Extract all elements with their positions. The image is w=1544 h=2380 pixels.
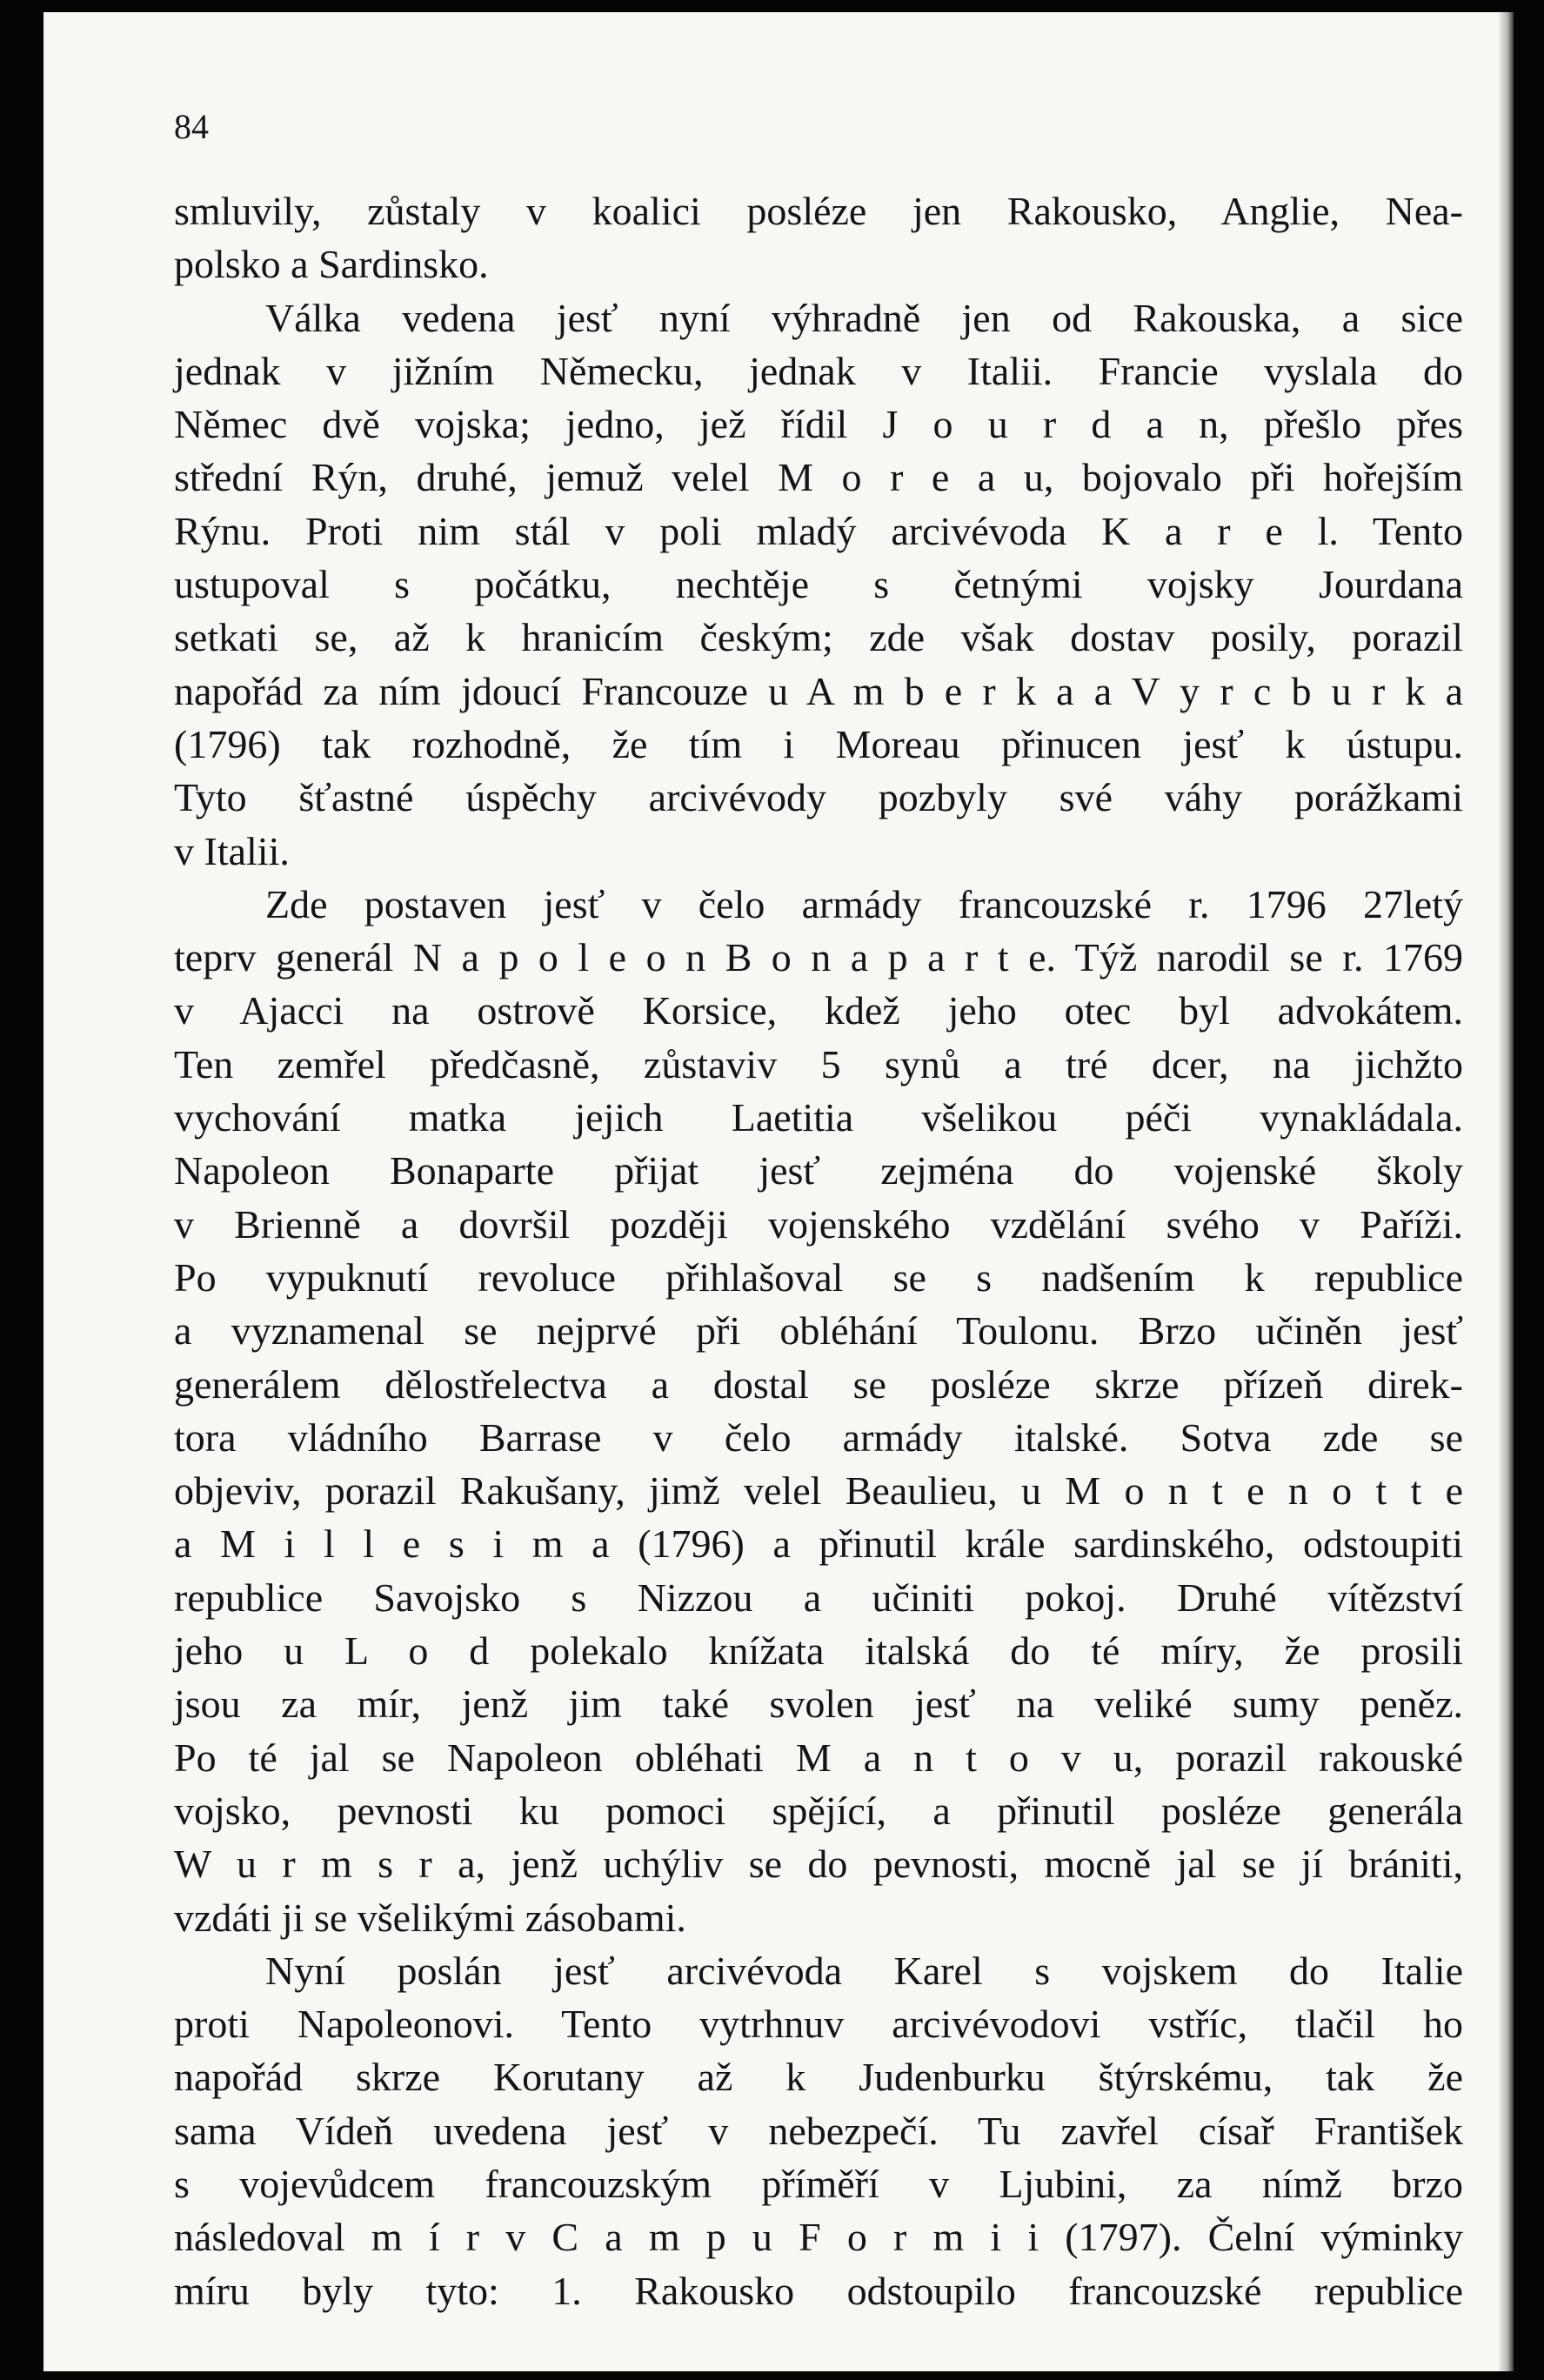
text-line: setkati se, až k hranicím českým; zde však dostav posily, porazil: [174, 615, 1463, 660]
text-line: Válka vedena jesť nyní výhradně jen od Rakouska, a sice: [265, 295, 1463, 340]
text-line: střední Rýn, druhé, jemuž velel M o r e a u, bojovalo při hořejším: [174, 455, 1463, 500]
text-line: napořád skrze Korutany až k Judenburku štýrskému, tak že: [174, 2055, 1463, 2100]
text-line: Rýnu. Proti nim stál v poli mladý arcivévoda K a r e l. Tento: [174, 508, 1463, 553]
text-line: Němec dvě vojska; jedno, jež řídil J o u r d a n, přešlo přes: [174, 402, 1463, 447]
text-line: jeho u L o d polekalo knížata italská do té míry, že prosili: [174, 1628, 1463, 1674]
text-line: následoval m í r v C a m p u F o r m i i (1797). Čelní výminky: [174, 2215, 1463, 2260]
text-line: sama Vídeň uvedena jesť v nebezpečí. Tu zavřel císař František: [174, 2108, 1463, 2153]
text-line: míru byly tyto: 1. Rakousko odstoupilo francouzské republice: [174, 2268, 1463, 2313]
book-page: [43, 12, 1514, 2371]
text-line: smluvily, zůstaly v koalici posléze jen Rakousko, Anglie, Nea-: [174, 189, 1463, 233]
text-line: Po té jal se Napoleon obléhati M a n t o v u, porazil rakouské: [174, 1735, 1463, 1780]
page-number: 84: [174, 107, 209, 146]
text-line: (1796) tak rozhodně, že tím i Moreau přinucen jesť k ústupu.: [174, 721, 1463, 766]
body-text: [174, 184, 1463, 2317]
text-line: vojsko, pevnosti ku pomoci spějící, a přinutil posléze generála: [174, 1788, 1463, 1833]
text-line: a M i l l e s i m a (1796) a přinutil krále sardinského, odstoupiti: [174, 1521, 1463, 1567]
text-line: Ten zemřel předčasně, zůstaviv 5 synů a tré dcer, na jichžto: [174, 1041, 1463, 1086]
text-line: Po vypuknutí revoluce přihlašoval se s nadšením k republice: [174, 1254, 1463, 1300]
text-line: Nyní poslán jesť arcivévoda Karel s vojskem do Italie: [265, 1948, 1463, 1993]
text-line: jsou za mír, jenž jim také svolen jesť na veliké sumy peněz.: [174, 1681, 1463, 1727]
text-line: teprv generál N a p o l e o n B o n a p a r t e. Týž narodil se r. 1769: [174, 935, 1463, 980]
text-line: tora vládního Barrase v čelo armády italské. Sotva zde se: [174, 1414, 1463, 1460]
text-line: polsko a Sardinsko.: [174, 242, 489, 287]
text-line: Zde postaven jesť v čelo armády francouzské r. 1796 27letý: [265, 881, 1463, 926]
text-line: vychování matka jejich Laetitia všelikou péči vynakládala.: [174, 1095, 1463, 1140]
text-line: Napoleon Bonaparte přijat jesť zejména do vojenské školy: [174, 1148, 1463, 1193]
text-line: objeviv, porazil Rakušany, jimž velel Beaulieu, u M o n t e n o t t e: [174, 1468, 1463, 1514]
page-edge-shadow: [1498, 12, 1514, 2371]
text-line: Tyto šťastné úspěchy arcivévody pozbyly své váhy porážkami: [174, 775, 1463, 820]
text-line: republice Savojsko s Nizzou a učiniti pokoj. Druhé vítězství: [174, 1574, 1463, 1620]
text-line: generálem dělostřelectva a dostal se posléze skrze přízeň direk-: [174, 1361, 1463, 1407]
text-line: v Italii.: [174, 828, 290, 873]
text-line: jednak v jižním Německu, jednak v Italii. Francie vyslala do: [174, 348, 1463, 393]
text-line: v Brienně a dovršil později vojenského vzdělání svého v Paříži.: [174, 1201, 1463, 1247]
text-line: napořád za ním jdoucí Francouze u A m b e r k a a V y r c b u r k a: [174, 668, 1463, 713]
text-line: a vyznamenal se nejprvé při obléhání Toulonu. Brzo učiněn jesť: [174, 1308, 1463, 1354]
text-line: vzdáti ji se všelikými zásobami.: [174, 1895, 686, 1940]
text-line: W u r m s r a, jenž uchýliv se do pevnosti, mocně jal se jí brániti,: [174, 1842, 1463, 1887]
text-line: proti Napoleonovi. Tento vytrhnuv arcivévodovi vstříc, tlačil ho: [174, 2002, 1463, 2047]
text-line: s vojevůdcem francouzským příměří v Ljubini, za nímž brzo: [174, 2161, 1463, 2206]
text-line: v Ajacci na ostrově Korsice, kdež jeho otec byl advokátem.: [174, 988, 1463, 1033]
text-line: ustupoval s počátku, nechtěje s četnými vojsky Jourdana: [174, 562, 1463, 607]
